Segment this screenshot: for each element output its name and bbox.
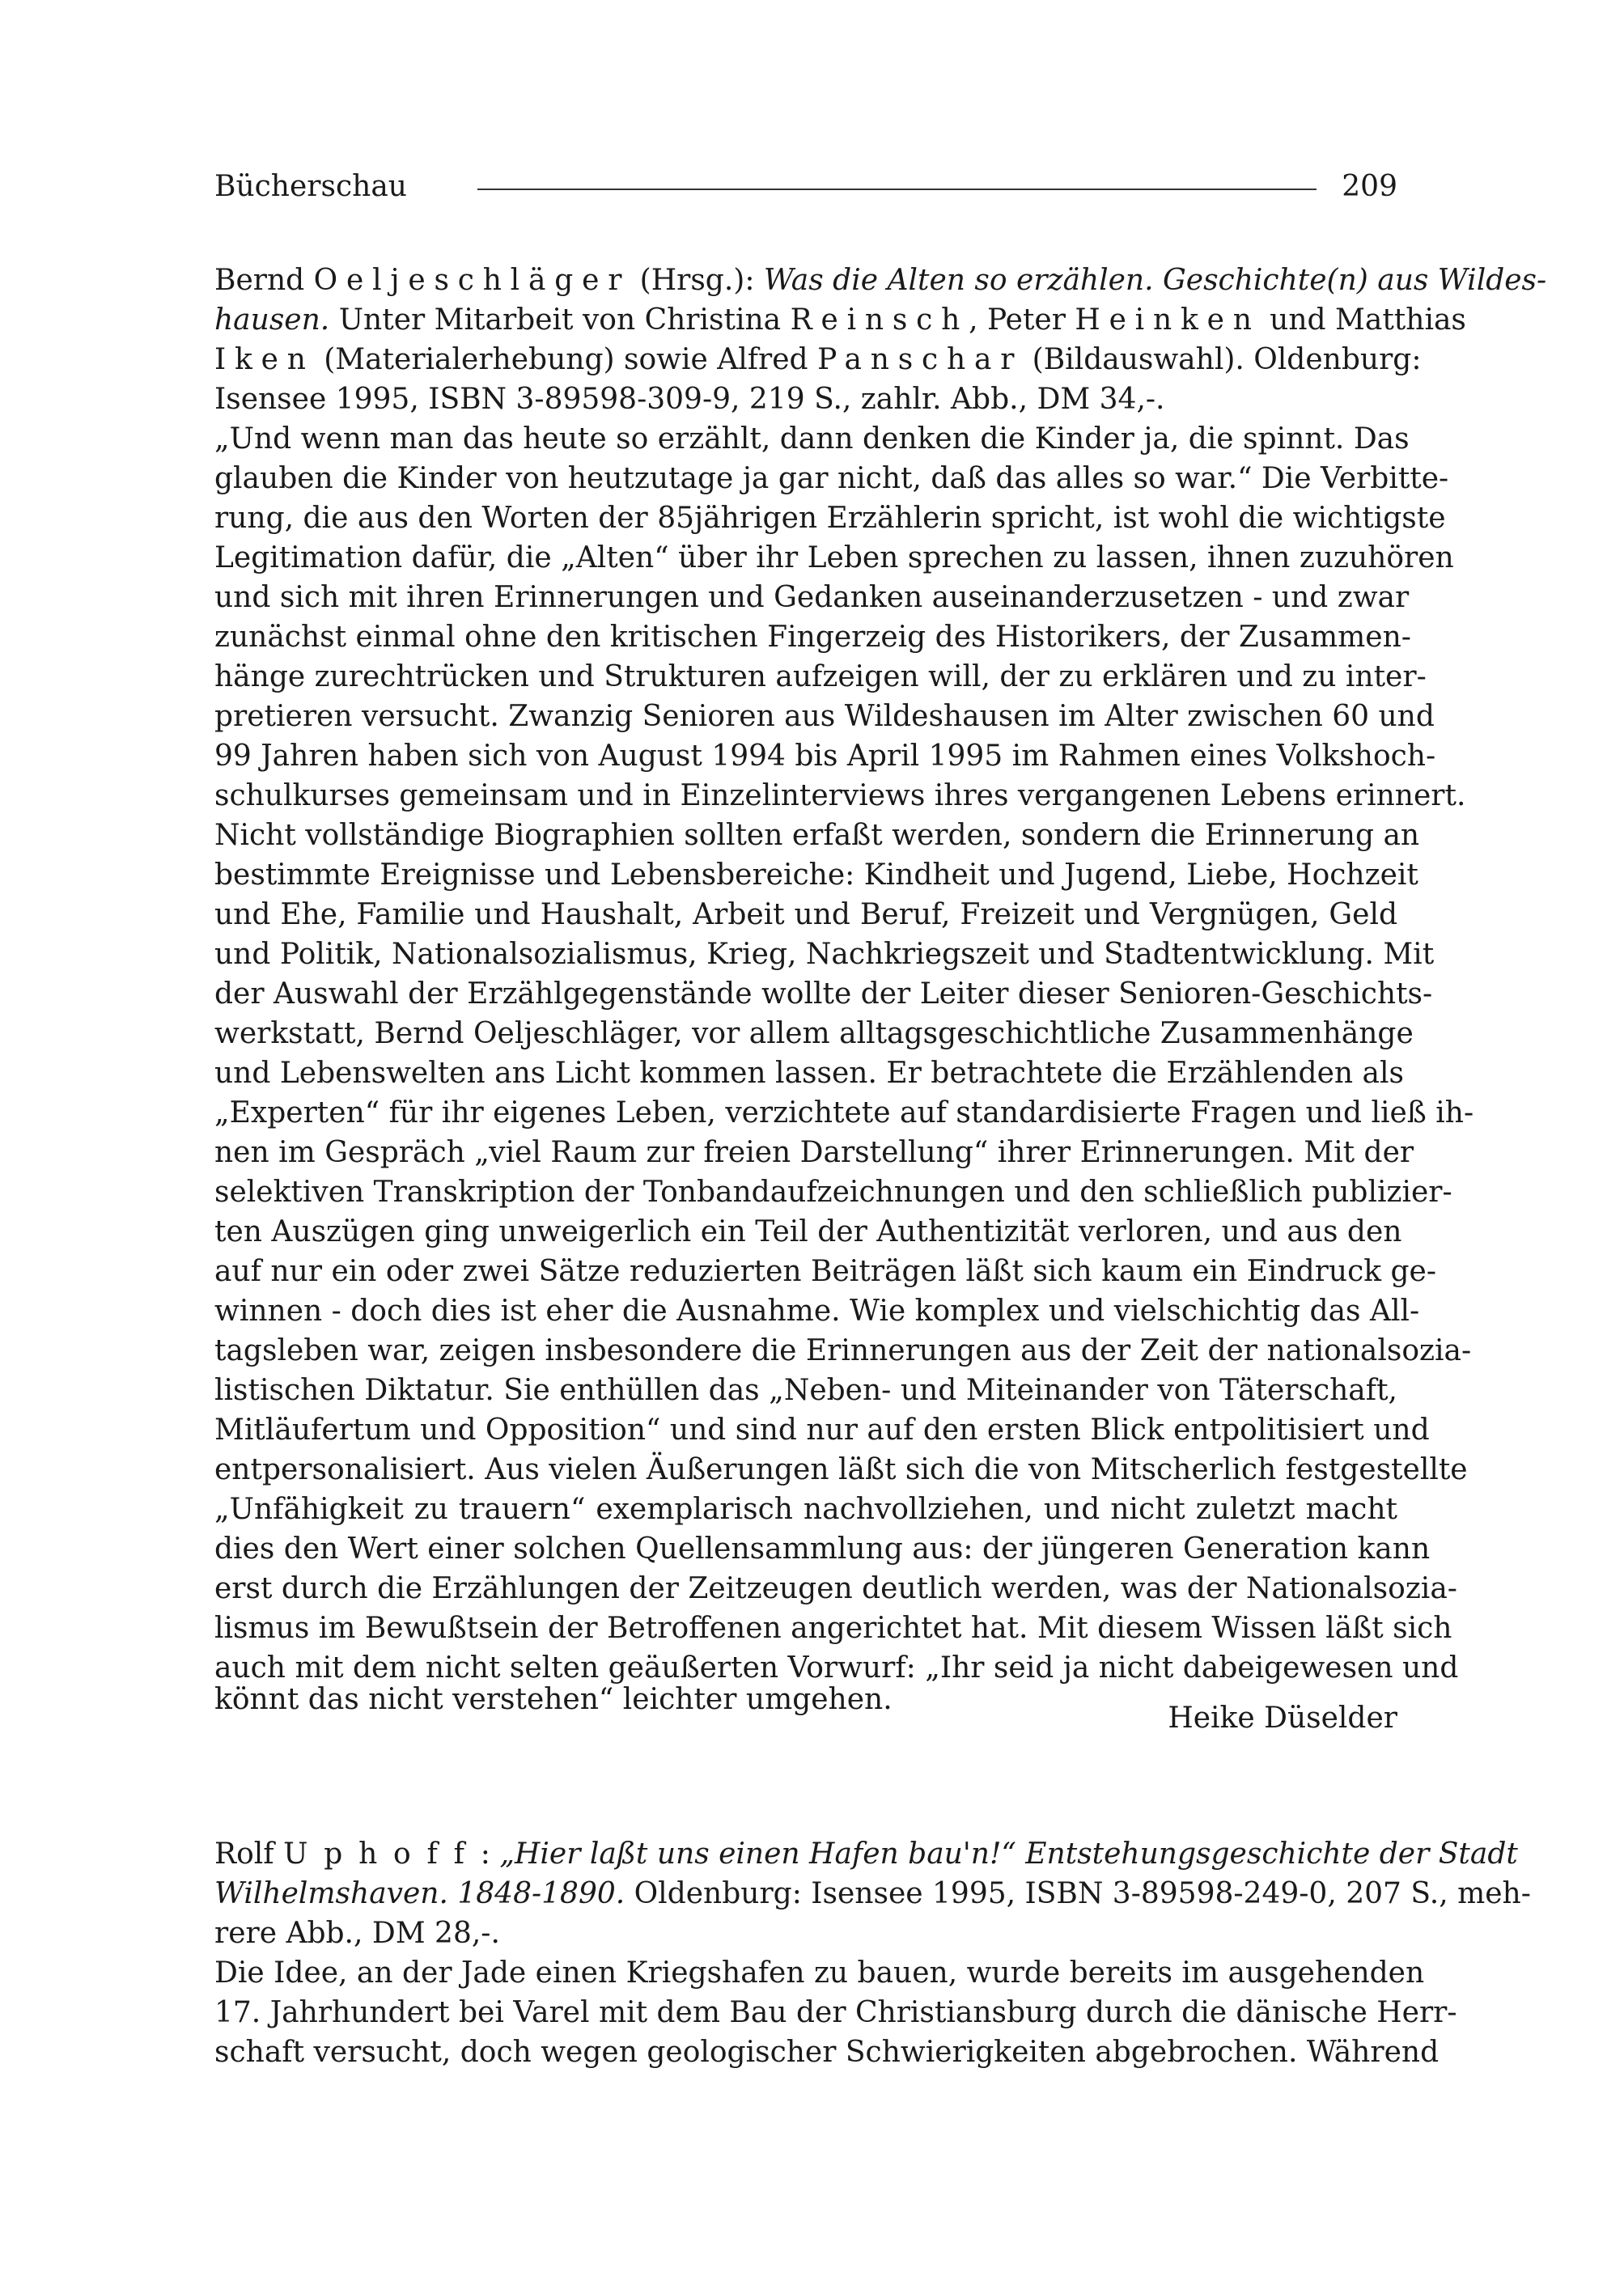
contributor-name: Panschar: [817, 343, 1024, 376]
review1-body-line: auf nur ein oder zwei Sätze reduzierten Beiträgen läßt sich kaum ein Eindruck ge-: [214, 1255, 1436, 1288]
bibliography-text: Oldenburg: Isensee 1995, ISBN 3-89598-249-0, 207 S., meh-: [634, 1877, 1531, 1910]
review1-body-line: der Auswahl der Erzählgegenstände wollte der Leiter dieser Senioren-Geschichts-: [214, 977, 1433, 1011]
author-given-name: Bernd: [214, 264, 305, 297]
review2-bibliography-line: [214, 1874, 1531, 1914]
review1-body-line: erst durch die Erzählungen der Zeitzeugen deutlich werden, was der Nationalsozia-: [214, 1572, 1457, 1605]
book-title-end: Wilhelmshaven. 1848-1890.: [214, 1877, 625, 1910]
review1-bibliography-line: [214, 300, 1466, 341]
reviewer-signature: Heike Düselder: [1168, 1702, 1397, 1735]
review1-body-line: und sich mit ihren Erinnerungen und Gedanken auseinanderzusetzen - und zwar: [214, 581, 1410, 614]
contributor-name: Reinsch: [790, 303, 969, 337]
contributor-name: Iken: [214, 343, 315, 376]
bibliography-text: Unter Mitarbeit von Christina: [338, 303, 782, 337]
review1-body-line: schulkurses gemeinsam und in Einzelinterviews ihres vergangenen Lebens erinnert.: [214, 779, 1466, 812]
review1-body-line: werkstatt, Bernd Oeljeschläger, vor allem alltagsgeschichtliche Zusammenhänge: [214, 1017, 1414, 1050]
bibliography-text: :: [480, 1837, 490, 1871]
review1-body-line: selektiven Transkription der Tonbandaufzeichnungen und den schließlich publizier-: [214, 1176, 1452, 1209]
review1-body-line: ten Auszügen ging unweigerlich ein Teil der Authentizität verloren, und aus den: [214, 1215, 1402, 1248]
review1-body-line: dies den Wert einer solchen Quellensammlung aus: der jüngeren Generation kann: [214, 1532, 1431, 1566]
review1-body-line: glauben die Kinder von heutzutage ja gar nicht, daß das alles so war.“ Die Verbitte-: [214, 462, 1449, 495]
book-title-end: hausen.: [214, 303, 330, 337]
review1-body-line: und Lebenswelten ans Licht kommen lassen. Er betrachtete die Erzählenden als: [214, 1057, 1404, 1090]
review1-body-line: zunächst einmal ohne den kritischen Fingerzeig des Historikers, der Zusammen-: [214, 621, 1411, 654]
page-number: 209: [1342, 170, 1397, 203]
review1-body-line: hänge zurechtrücken und Strukturen aufzeigen will, der zu erklären und zu inter-: [214, 660, 1427, 693]
review2-body-line: Die Idee, an der Jade einen Kriegshafen zu bauen, wurde bereits im ausgehenden: [214, 1956, 1425, 1990]
author-surname: Oeljeschläger: [313, 264, 631, 297]
book-title: „Hier laßt uns einen Hafen bau'n!“ Entstehungsgeschichte der Stadt: [499, 1837, 1518, 1871]
review1-body-line: nen im Gespräch „viel Raum zur freien Darstellung“ ihrer Erinnerungen. Mit der: [214, 1136, 1414, 1169]
review1-bibliography-line: Isensee 1995, ISBN 3-89598-309-9, 219 S., zahlr. Abb., DM 34,-.: [214, 383, 1165, 416]
review1-body-line: könnt das nicht verstehen“ leichter umgehen.: [214, 1683, 893, 1716]
review2-bibliography-line: [214, 1834, 1518, 1875]
review1-body-line: pretieren versucht. Zwanzig Senioren aus Wildeshausen im Alter zwischen 60 und: [214, 700, 1435, 733]
review1-body-line: tagsleben war, zeigen insbesondere die Erinnerungen aus der Zeit der nationalsozia-: [214, 1334, 1472, 1367]
running-header: [214, 167, 1397, 207]
review1-body-line: listischen Diktatur. Sie enthüllen das „Neben- und Miteinander von Täterschaft,: [214, 1374, 1397, 1407]
author-surname: Uphoff: [283, 1837, 481, 1871]
review1-body-line: auch mit dem nicht selten geäußerten Vorwurf: „Ihr seid ja nicht dabeigewesen und: [214, 1651, 1459, 1685]
review1-body-line: lismus im Bewußtsein der Betroffenen angerichtet hat. Mit diesem Wissen läßt sich: [214, 1612, 1452, 1645]
review1-body-line: bestimmte Ereignisse und Lebensbereiche: Kindheit und Jugend, Liebe, Hochzeit: [214, 858, 1418, 892]
review1-body-line: und Ehe, Familie und Haushalt, Arbeit und Beruf, Freizeit und Vergnügen, Geld: [214, 898, 1397, 931]
bibliography-text: und Matthias: [1270, 303, 1466, 337]
header-rule: [477, 189, 1317, 190]
review1-body-line: „Und wenn man das heute so erzählt, dann denken die Kinder ja, die spinnt. Das: [214, 422, 1410, 456]
review2-body-line: schaft versucht, doch wegen geologischer Schwierigkeiten abgebrochen. Während: [214, 2036, 1440, 2069]
review1-body-line: „Unfähigkeit zu trauern“ exemplarisch nachvollziehen, und nicht zuletzt macht: [214, 1493, 1397, 1526]
bibliography-text: (Bildauswahl). Oldenburg:: [1032, 343, 1422, 376]
review1-bibliography-line: [214, 340, 1422, 380]
contributor-name: Heinken: [1075, 303, 1261, 337]
review1-body-line: „Experten“ für ihr eigenes Leben, verzichtete auf standardisierte Fragen und ließ ih-: [214, 1096, 1474, 1130]
review1-body-line: und Politik, Nationalsozialismus, Krieg, Nachkriegszeit und Stadtentwicklung. Mit: [214, 938, 1435, 971]
book-title: Was die Alten so erzählen. Geschichte(n) aus Wildes-: [763, 264, 1547, 297]
editor-note: (Hrsg.):: [639, 264, 755, 297]
bibliography-text: , Peter: [969, 303, 1066, 337]
review2-body-line: 17. Jahrhundert bei Varel mit dem Bau der Christiansburg durch die dänische Herr-: [214, 1996, 1457, 2029]
review1-body-line: Mitläufertum und Opposition“ und sind nur auf den ersten Blick entpolitisiert und: [214, 1414, 1430, 1447]
section-title: Bücherschau: [214, 170, 407, 203]
review1-bibliography-line: [214, 261, 1547, 301]
review1-body-line: rung, die aus den Worten der 85jährigen Erzählerin spricht, ist wohl die wichtigste: [214, 502, 1446, 535]
review2-bibliography-line: rere Abb., DM 28,-.: [214, 1917, 500, 1950]
bibliography-text: (Materialerhebung) sowie Alfred: [324, 343, 808, 376]
review1-body-line: Nicht vollständige Biographien sollten erfaßt werden, sondern die Erinnerung an: [214, 819, 1420, 852]
review1-body-line: Legitimation dafür, die „Alten“ über ihr Leben sprechen zu lassen, ihnen zuzuhören: [214, 541, 1454, 574]
review1-body-line: entpersonalisiert. Aus vielen Äußerungen läßt sich die von Mitscherlich festgestellte: [214, 1453, 1468, 1486]
review1-body-line: 99 Jahren haben sich von August 1994 bis April 1995 im Rahmen eines Volkshoch-: [214, 740, 1436, 773]
review1-body-line: winnen - doch dies ist eher die Ausnahme. Wie komplex und vielschichtig das All-: [214, 1295, 1420, 1328]
author-given-name: Rolf: [214, 1837, 274, 1871]
